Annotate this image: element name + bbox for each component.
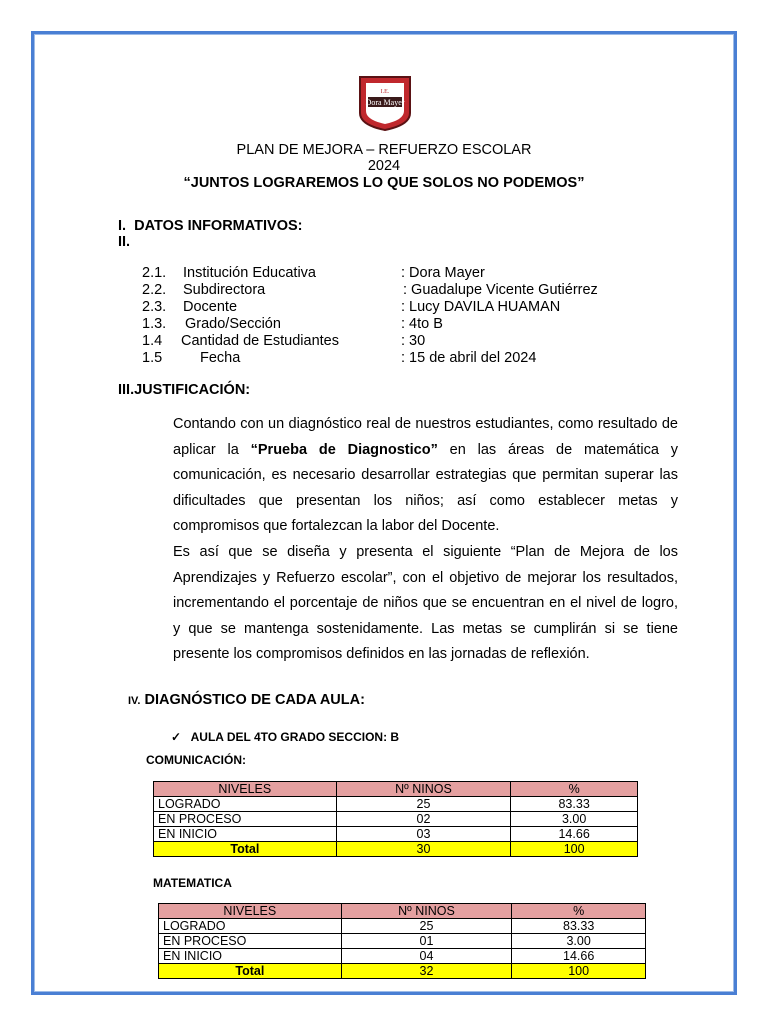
table-header-cell: NIVELES [159,904,342,919]
table-row [159,934,646,949]
table-row [154,797,638,812]
info-value: : 30 [401,333,426,349]
table-total-cell: 32 [341,964,512,979]
justification-paragraph-1 [173,412,678,540]
table-total-row [159,964,646,979]
table-cell: 14.66 [512,949,646,964]
section-3-heading: III.JUSTIFICACIÓN: [118,382,251,398]
table-cell: 14.66 [511,827,638,842]
table-row [159,919,646,934]
section-1-num: I. [118,218,127,234]
section-1-title: DATOS INFORMATIVOS: [134,218,303,234]
matematica-title: MATEMATICA [153,876,232,890]
info-num: 2.1. [142,265,167,281]
table-cell: EN PROCESO [159,934,342,949]
svg-text:Dora Mayer: Dora Mayer [365,98,405,107]
table-cell: 3.00 [512,934,646,949]
aula-text: AULA DEL 4TO GRADO SECCION: B [190,730,400,744]
justification-p1-end: en las áreas de matemática y comunicación, es necesario desarrollar estrategias que permitan superar las dificultades que presentan los niños; así como establecer metas y compromisos que fortalezcan la labor del Docente. [173,441,678,535]
table-total-row [154,842,638,857]
table-cell: 83.33 [511,797,638,812]
table-cell: 83.33 [512,919,646,934]
plan-year: 2024 [367,158,401,174]
matematica-table [158,903,646,979]
table-header-cell: Nº NINOS [336,782,511,797]
school-logo [358,75,412,131]
table-cell: LOGRADO [154,797,337,812]
table-cell: 02 [336,812,511,827]
table-cell: 25 [341,919,512,934]
info-value: : Dora Mayer [401,265,485,281]
table-header-cell: % [511,782,638,797]
info-num: 1.4 [142,333,163,349]
justification-p1-bold: “Prueba de Diagnostico” [250,441,438,458]
table-total-cell: 100 [511,842,638,857]
section-4-num: IV. [128,695,141,707]
table-row [159,949,646,964]
section-4-title: DIAGNÓSTICO DE CADA AULA: [144,692,365,708]
table-total-cell: 30 [336,842,511,857]
info-label: Grado/Sección [185,316,281,332]
table-header-cell: Nº NINOS [341,904,512,919]
justification-text [173,412,678,668]
plan-motto: “JUNTOS LOGRAREMOS LO QUE SOLOS NO PODEMOS” [183,175,585,191]
comunicacion-table [153,781,638,857]
table-header-cell: % [512,904,646,919]
table-cell: LOGRADO [159,919,342,934]
aula-label [171,730,399,744]
info-label: Cantidad de Estudiantes [181,333,339,349]
info-num: 1.5 [142,350,163,366]
info-num: 2.3. [142,299,167,315]
table-total-cell: 100 [512,964,646,979]
info-value: : Lucy DAVILA HUAMAN [401,299,561,315]
section-2-num: II. [118,234,131,250]
table-cell: 3.00 [511,812,638,827]
info-value: : Guadalupe Vicente Gutiérrez [403,282,598,298]
info-label: Fecha [200,350,241,366]
table-cell: EN INICIO [154,827,337,842]
table-header-cell: NIVELES [154,782,337,797]
info-num: 2.2. [142,282,167,298]
table-cell: 04 [341,949,512,964]
comunicacion-title: COMUNICACIÓN: [146,753,246,767]
check-icon: ✓ [171,730,182,744]
info-label: Subdirectora [183,282,266,298]
info-row-6 [0,350,768,370]
section-1-heading [118,218,302,234]
info-value: : 15 de abril del 2024 [401,350,537,366]
table-cell: 03 [336,827,511,842]
justification-p1-start: Contando con un diagnóstico real de nuestros estudiantes, como resultado de aplicar la [173,416,678,458]
info-label: Docente [183,299,238,315]
table-row [154,812,638,827]
table-total-cell: Total [154,842,337,857]
info-label: Institución Educativa [183,265,316,281]
table-total-cell: Total [159,964,342,979]
info-value: : 4to B [401,316,443,332]
plan-title: PLAN DE MEJORA – REFUERZO ESCOLAR [236,142,532,158]
table-row [154,827,638,842]
table-cell: EN PROCESO [154,812,337,827]
justification-paragraph-2: Es así que se diseña y presenta el siguiente “Plan de Mejora de los Aprendizajes y Refuerzo escolar”, con el objetivo de mejorar los resultados, incrementando el porcentaje de niños que se encuentran en el nivel de logro, y que se mantenga sostenidamente. Las metas se cumplirán si se tiene presente los compromisos definidos en las jornadas de reflexión. [173,543,678,663]
info-num: 1.3. [142,316,167,332]
section-4-heading [128,692,365,708]
table-cell: 01 [341,934,512,949]
svg-text:I.E.: I.E. [380,89,390,95]
table-cell: EN INICIO [159,949,342,964]
table-cell: 25 [336,797,511,812]
table-header-row [159,904,646,919]
table-header-row [154,782,638,797]
